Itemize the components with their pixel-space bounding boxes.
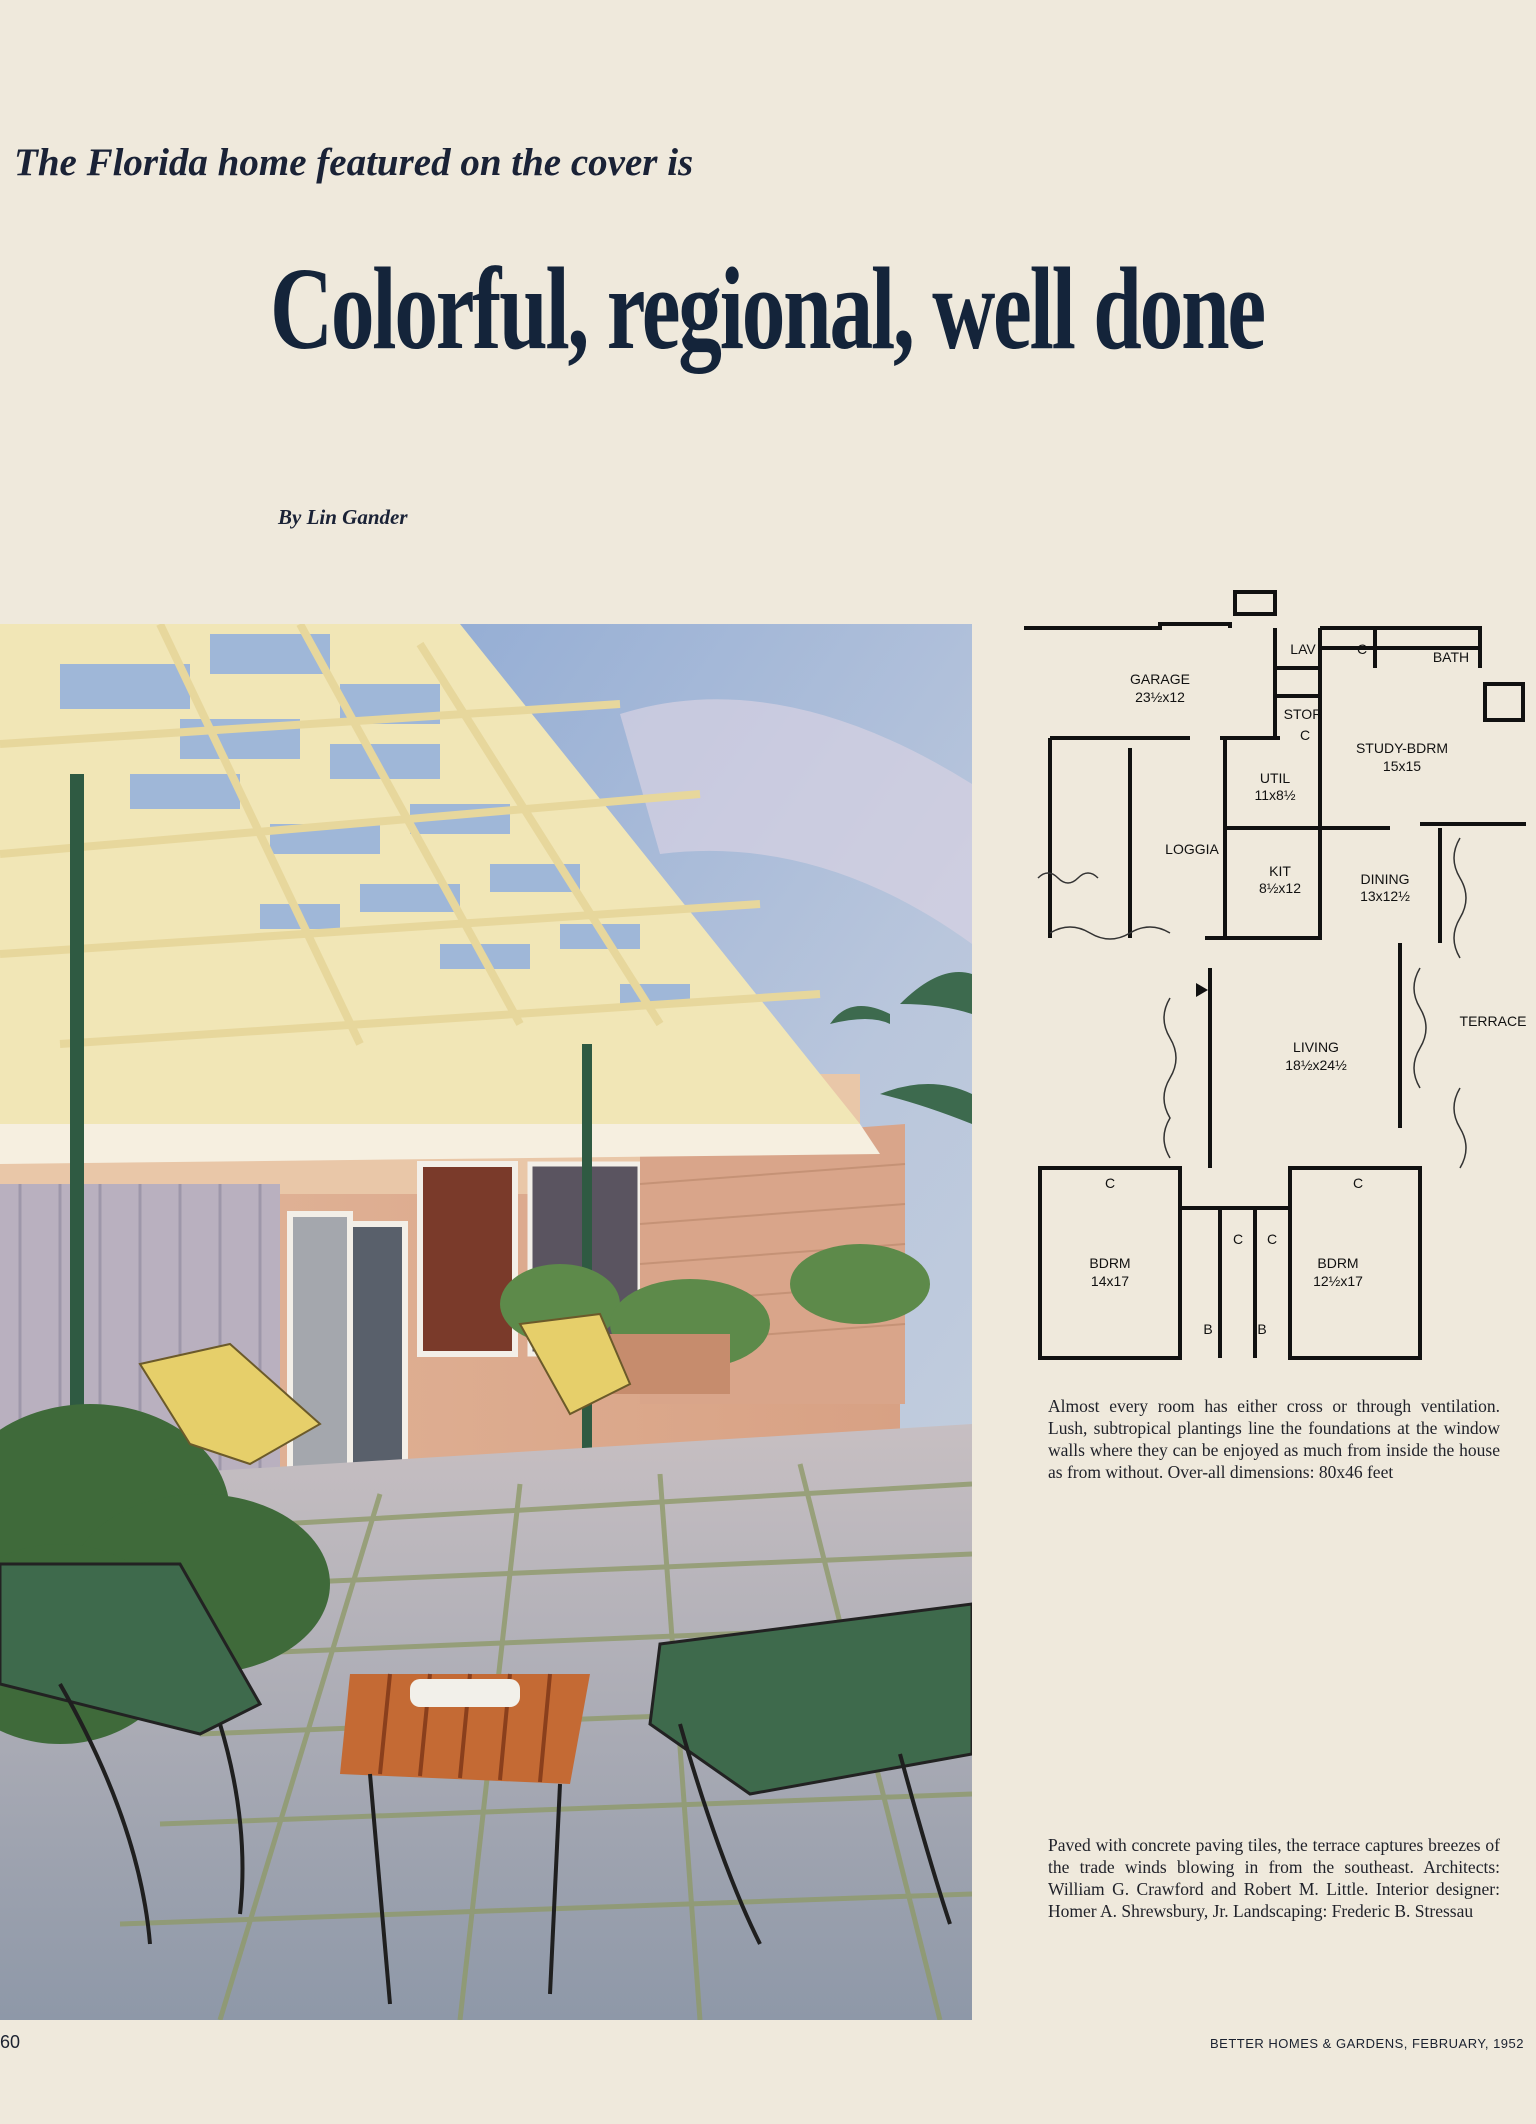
closet-label: C: [1232, 1231, 1244, 1247]
page-number: 60: [0, 2032, 21, 2052]
loggia-label: LOGGIA: [1165, 841, 1219, 857]
stor-label: STOR: [1283, 706, 1323, 722]
dining-size: 13x12½: [1360, 888, 1410, 904]
entry-arrow-icon: [1196, 983, 1208, 997]
garage-label: GARAGE: [1130, 671, 1190, 687]
patio-photo: [0, 624, 972, 2020]
util-size: 11x8½: [1254, 787, 1296, 803]
kit-label: KIT: [1269, 863, 1291, 879]
study-label: STUDY-BDRM: [1355, 740, 1449, 756]
bath-b-label: B: [1257, 1321, 1267, 1337]
bdrm1-label: BDRM: [1089, 1255, 1131, 1271]
bdrm2-label: BDRM: [1317, 1255, 1359, 1271]
living-label: LIVING: [1293, 1039, 1339, 1055]
bdrm1-size: 14x17: [1090, 1273, 1130, 1289]
garage-size: 23½x12: [1135, 689, 1185, 705]
byline: By Lin Gander: [278, 505, 408, 529]
living-size: 18½x24½: [1285, 1057, 1347, 1073]
closet-label: C: [1266, 1231, 1278, 1247]
util-label: UTIL: [1259, 770, 1291, 786]
photo-caption: Paved with concrete paving tiles, the terrace captures breezes of the trade winds blowing in from the southeast. Architects: William G. Crawford and Robert M. Little. Interior designer: Homer A. Shrewsbury, Jr. Landscaping: Frederic B. Stressau: [1048, 1835, 1500, 1921]
closet-label: C: [1356, 641, 1368, 657]
dining-label: DINING: [1360, 871, 1410, 887]
study-size: 15x15: [1382, 758, 1422, 774]
lav-label: LAV: [1290, 641, 1316, 657]
closet-label: C: [1299, 727, 1311, 743]
closet-label: C: [1352, 1175, 1364, 1191]
kit-size: 8½x12: [1258, 880, 1302, 896]
closet-label: C: [1104, 1175, 1116, 1191]
headline: Colorful, regional, well done: [270, 243, 1264, 374]
bdrm2-size: 12½x17: [1313, 1273, 1363, 1289]
footer-credit: BETTER HOMES & GARDENS, FEBRUARY, 1952: [1210, 2036, 1524, 2051]
bath-b-label: B: [1203, 1321, 1213, 1337]
kicker: The Florida home featured on the cover is: [14, 141, 694, 184]
bath-label: BATH: [1432, 649, 1470, 665]
floor-plan: [1020, 588, 1526, 1368]
terrace-label: TERRACE: [1459, 1013, 1526, 1029]
plan-caption: Almost every room has either cross or through ventilation. Lush, subtropical plantings line the foundations at the window walls where they can be enjoyed as much from inside the house as from without. Over-all dimensions: 80x46 feet: [1048, 1396, 1500, 1482]
